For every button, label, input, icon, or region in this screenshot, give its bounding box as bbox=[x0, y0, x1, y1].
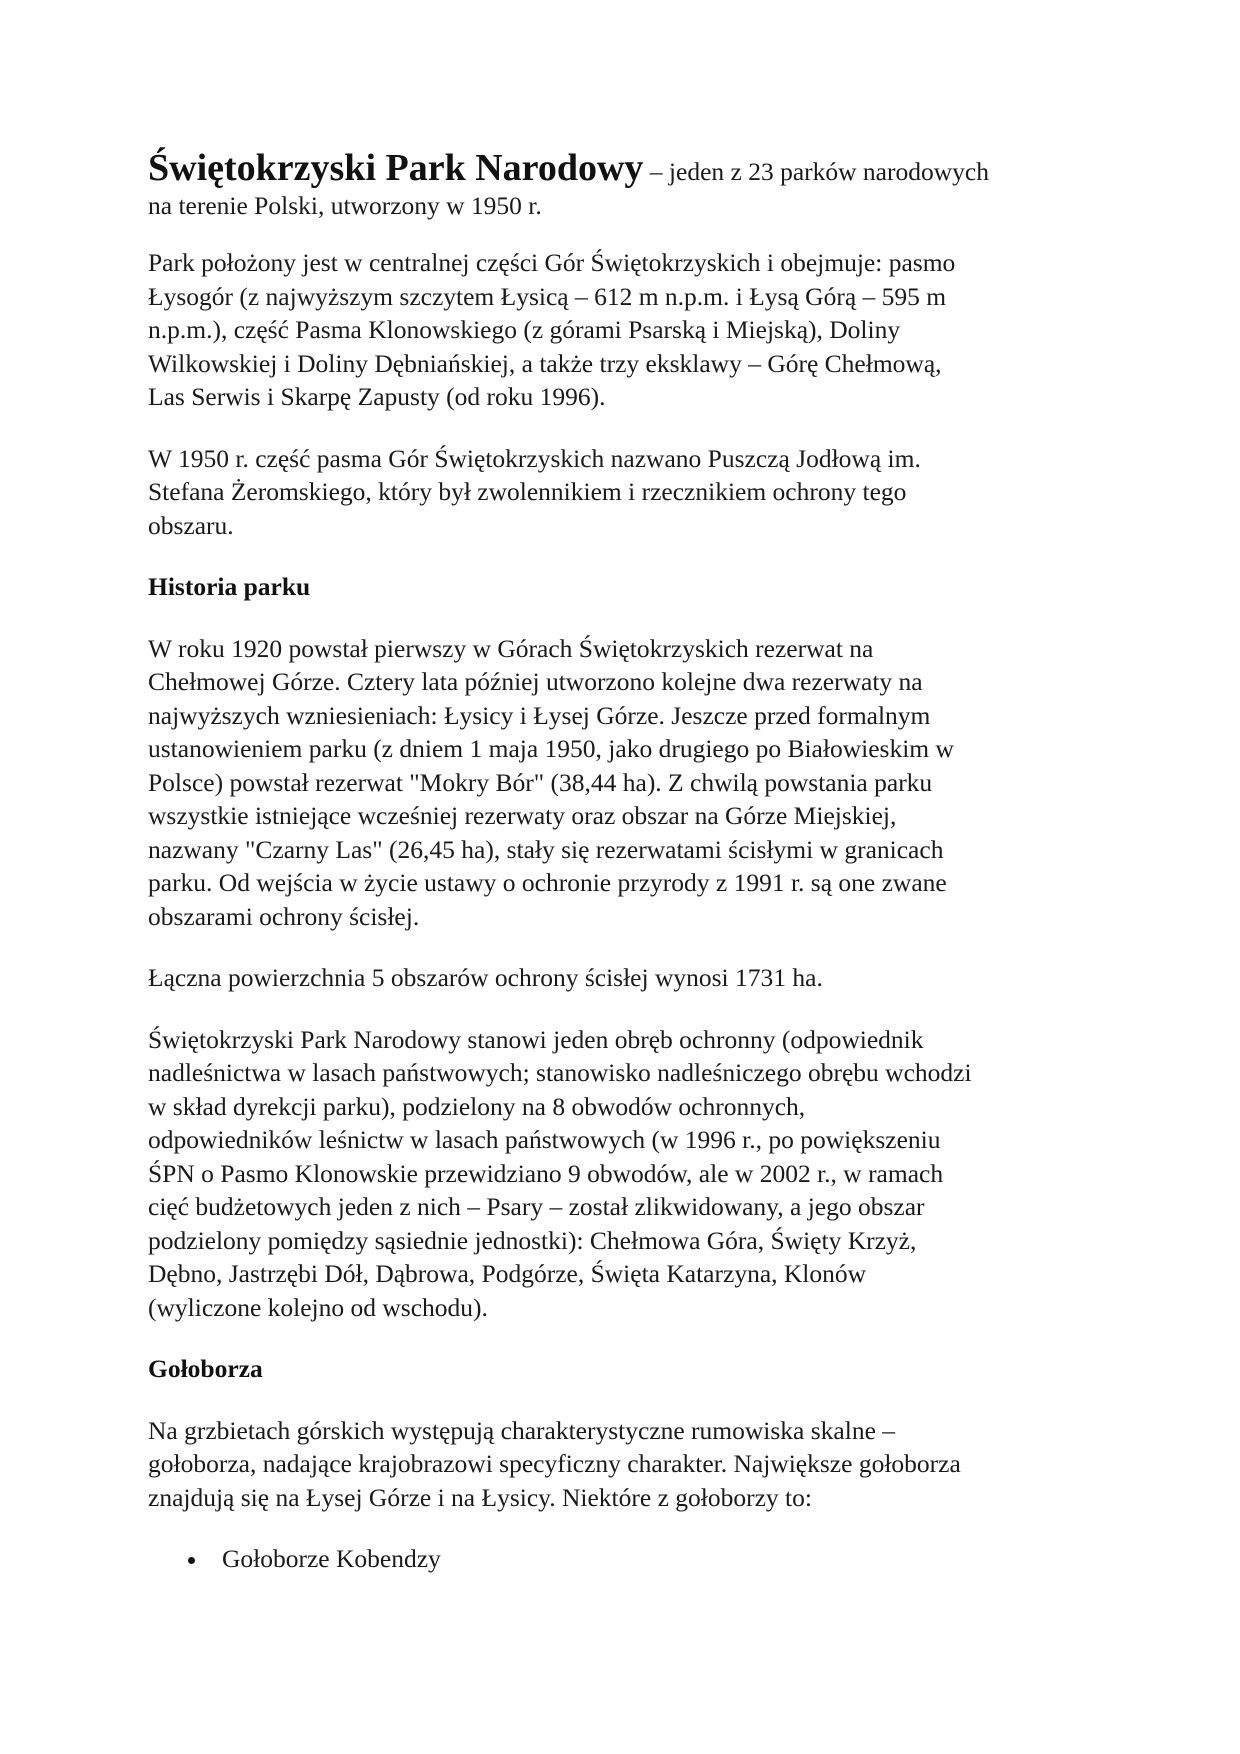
text-line: (wyliczone kolejno od wschodu). bbox=[148, 1292, 488, 1322]
intro-text: – jeden z 23 parków narodowych bbox=[643, 157, 989, 186]
location-paragraph bbox=[148, 246, 1098, 414]
text-line: odpowiedników leśnictw w lasach państwowych (w 1996 r., po powiększeniu bbox=[148, 1125, 941, 1154]
text-line: wszystkie istniejące wcześniej rezerwaty oraz obszar na Górze Miejskiej, bbox=[148, 801, 897, 830]
area-paragraph bbox=[148, 961, 1098, 995]
goloborza-list bbox=[148, 1542, 1098, 1576]
text-line: w skład dyrekcji parku), podzielony na 8 obwodów ochronnych, bbox=[148, 1091, 806, 1121]
history-paragraph bbox=[148, 632, 1098, 934]
text-line: nadleśnictwa w lasach państwowych; stanowisko nadleśniczego obrębu wchodzi bbox=[148, 1058, 972, 1087]
text-line: najwyższych wzniesieniach: Łysicy i Łysej Górze. Jeszcze przed formalnym bbox=[148, 700, 931, 730]
text-line: Wilkowskiej i Doliny Dębniańskiej, a także trzy eksklawy – Górę Chełmową, bbox=[148, 348, 942, 378]
text-line: Dębno, Jastrzębi Dół, Dąbrowa, Podgórze, Święta Katarzyna, Klonów bbox=[148, 1259, 867, 1288]
document-page bbox=[148, 147, 1098, 1576]
text-line: podzielony pomiędzy sąsiednie jednostki): Chełmowa Góra, Święty Krzyż, bbox=[148, 1225, 917, 1255]
text-line: ustanowieniem parku (z dniem 1 maja 1950, jako drugiego po Białowieskim w bbox=[148, 734, 954, 763]
bullet-icon bbox=[188, 1557, 195, 1564]
structure-paragraph bbox=[148, 1023, 1098, 1325]
intro-line-1 bbox=[148, 147, 1098, 189]
text-line: Łączna powierzchnia 5 obszarów ochrony ścisłej wynosi 1731 ha. bbox=[148, 963, 823, 992]
text-line: W 1950 r. część pasma Gór Świętokrzyskich nazwano Puszczą Jodłową im. bbox=[148, 443, 921, 473]
text-line: nazwany "Czarny Las" (26,45 ha), stały się rezerwatami ścisłymi w granicach bbox=[148, 834, 944, 864]
text-line: cięć budżetowych jeden z nich – Psary – został zlikwidowany, a jego obszar bbox=[148, 1192, 925, 1221]
intro-line-2: na terenie Polski, utworzony w 1950 r. bbox=[148, 190, 542, 220]
text-line: Stefana Żeromskiego, który był zwolennikiem i rzecznikiem ochrony tego bbox=[148, 477, 907, 506]
text-line: Las Serwis i Skarpę Zapusty (od roku 1996). bbox=[148, 382, 606, 411]
text-line: W roku 1920 powstał pierwszy w Górach Świętokrzyskich rezerwat na bbox=[148, 633, 874, 663]
text-line: Park położony jest w centralnej części Gór Świętokrzyskich i obejmuje: pasmo bbox=[148, 248, 956, 277]
text-line: znajdują się na Łysej Górze i na Łysicy. Niektóre z gołoborzy to: bbox=[148, 1482, 812, 1512]
naming-paragraph bbox=[148, 442, 1098, 543]
text-line: Na grzbietach górskich występują charakterystyczne rumowiska skalne – bbox=[148, 1415, 896, 1445]
text-line: obszarami ochrony ścisłej. bbox=[148, 901, 420, 931]
section-heading-history: Historia parku bbox=[148, 572, 311, 601]
intro-paragraph bbox=[148, 147, 1098, 222]
goloborza-paragraph bbox=[148, 1414, 1098, 1515]
list-item-label: Gołoborze Kobendzy bbox=[222, 1544, 441, 1573]
text-line: Świętokrzyski Park Narodowy stanowi jeden obręb ochronny (odpowiednik bbox=[148, 1024, 924, 1054]
text-line: Polsce) powstał rezerwat "Mokry Bór" (38,44 ha). Z chwilą powstania parku bbox=[148, 767, 933, 797]
text-line: Chełmowej Górze. Cztery lata później utworzono kolejne dwa rezerwaty na bbox=[148, 667, 923, 696]
section-heading-goloborza: Gołoborza bbox=[148, 1354, 263, 1383]
document-title: Świętokrzyski Park Narodowy bbox=[148, 147, 644, 189]
text-line: parku. Od wejścia w życie ustawy o ochronie przyrody z 1991 r. są one zwane bbox=[148, 868, 947, 897]
text-line: ŚPN o Pasmo Klonowskie przewidziano 9 obwodów, ale w 2002 r., w ramach bbox=[148, 1158, 944, 1188]
text-line: Łysogór (z najwyższym szczytem Łysicą – 612 m n.p.m. i Łysą Górą – 595 m bbox=[148, 281, 947, 311]
text-line: gołoborza, nadające krajobrazowi specyficzny charakter. Największe gołoborza bbox=[148, 1449, 961, 1478]
list-item bbox=[148, 1542, 1098, 1576]
text-line: obszaru. bbox=[148, 510, 234, 540]
text-line: n.p.m.), część Pasma Klonowskiego (z górami Psarską i Miejską), Doliny bbox=[148, 315, 901, 344]
